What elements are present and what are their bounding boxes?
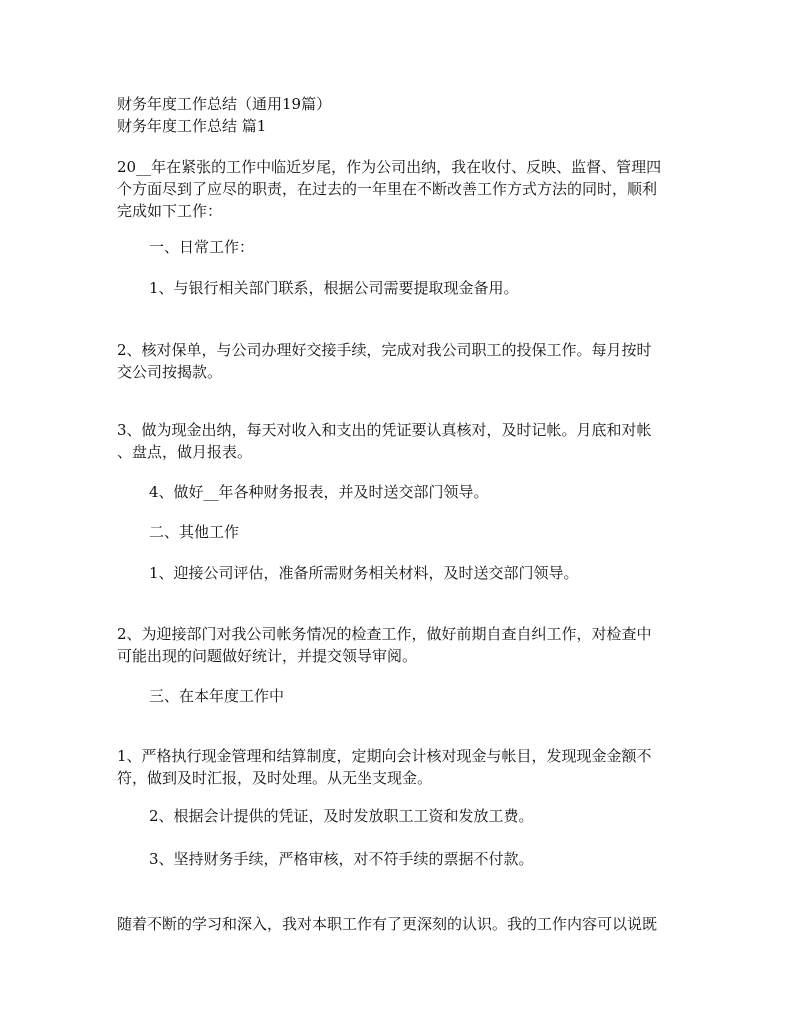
intro-line: 个方面尽到了应尽的职责，在过去的一年里在不断改善工作方式方法的同时，顺利 bbox=[117, 180, 658, 198]
list-item: 1、严格执行现金管理和结算制度，定期向会计核对现金与帐目，发现现金金额不 bbox=[117, 747, 652, 765]
section-heading-annual-work: 三、在本年度工作中 bbox=[149, 687, 285, 705]
section-heading-other-work: 二、其他工作 bbox=[149, 523, 240, 541]
section-heading-daily-work: 一、日常工作： bbox=[149, 238, 255, 256]
closing-paragraph: 随着不断的学习和深入，我对本职工作有了更深刻的认识。我的工作内容可以说既 bbox=[117, 915, 658, 933]
list-item: 2、核对保单，与公司办理好交接手续，完成对我公司职工的投保工作。每月按时 bbox=[117, 341, 652, 359]
list-item-continued: 、盘点，做月报表。 bbox=[117, 443, 253, 461]
list-item-continued: 可能出现的问题做好统计，并提交领导审阅。 bbox=[117, 647, 418, 665]
list-item-continued: 符，做到及时汇报，及时处理。从无坐支现金。 bbox=[117, 769, 433, 787]
list-item: 1、与银行相关部门联系，根据公司需要提取现金备用。 bbox=[149, 279, 519, 297]
list-item: 3、坚持财务手续，严格审核，对不符手续的票据不付款。 bbox=[149, 850, 534, 868]
list-item: 1、迎接公司评估，准备所需财务相关材料，及时送交部门领导。 bbox=[149, 564, 579, 582]
list-item: 2、根据会计提供的凭证，及时发放职工工资和发放工费。 bbox=[149, 807, 534, 825]
intro-line: 完成如下工作： bbox=[117, 202, 223, 220]
document-subtitle: 财务年度工作总结 篇1 bbox=[117, 117, 267, 135]
list-item: 2、为迎接部门对我公司帐务情况的检查工作，做好前期自查自纠工作，对检查中 bbox=[117, 625, 652, 643]
intro-line: 20__年在紧张的工作中临近岁尾，作为公司出纳，我在收付、反映、监督、管理四 bbox=[117, 158, 662, 176]
document-title: 财务年度工作总结（通用19篇） bbox=[117, 95, 332, 113]
list-item: 4、做好__年各种财务报表，并及时送交部门领导。 bbox=[149, 483, 489, 501]
list-item: 3、做为现金出纳，每天对收入和支出的凭证要认真核对，及时记帐。月底和对帐 bbox=[117, 421, 652, 439]
list-item-continued: 交公司按揭款。 bbox=[117, 363, 223, 381]
